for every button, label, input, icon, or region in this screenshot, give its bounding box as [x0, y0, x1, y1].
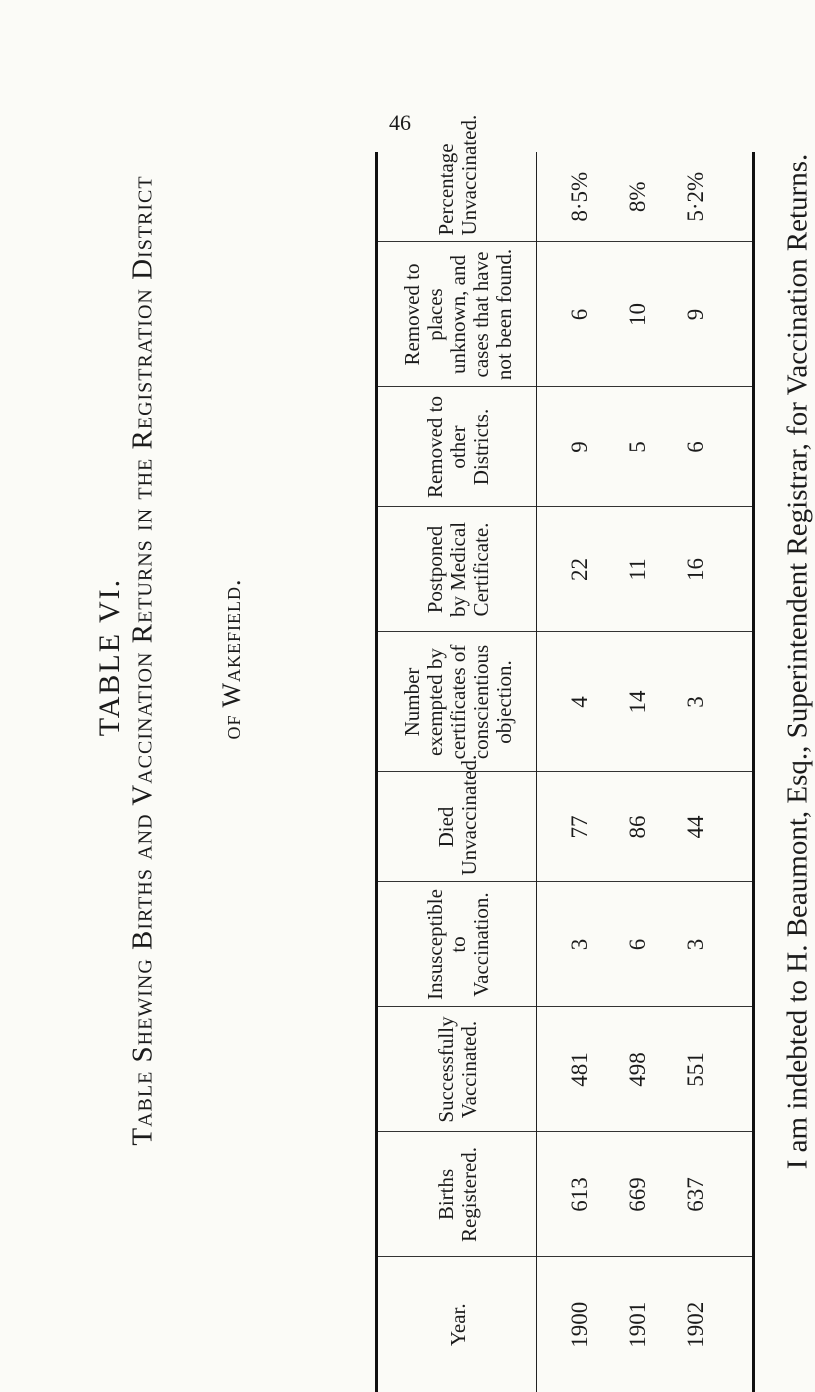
- table-cell: 8·5%: [567, 171, 592, 222]
- footnote: I am indebted to H. Beaumont, Esq., Superintendent Registrar, for Vaccination Returns.: [781, 153, 814, 1170]
- col-percentage-header: Percentage Unvaccinated.: [377, 152, 537, 242]
- col-removed-districts-header: Removed to other Districts.: [377, 387, 537, 507]
- col-insusceptible-header: Insusceptible to Vaccination.: [377, 882, 537, 1007]
- col-removed-districts-values: [537, 387, 754, 507]
- table-cell: 1901: [625, 1301, 650, 1348]
- table-body: [537, 152, 754, 1392]
- table-cell: 9: [683, 308, 708, 321]
- col-removed-unknown-values: [537, 242, 754, 387]
- table-cell: 77: [567, 815, 592, 839]
- page-number: 46: [389, 110, 411, 135]
- table-cell: 11: [625, 558, 650, 581]
- col-percentage-values: [537, 152, 754, 242]
- table-cell: 9: [567, 441, 592, 453]
- col-died-values: [537, 772, 754, 882]
- table-cell: 551: [683, 1052, 708, 1087]
- table-cell: 3: [567, 938, 592, 951]
- table-cell: 1902: [683, 1301, 708, 1348]
- table-cell: 3: [683, 938, 708, 951]
- col-postponed-header: Postponed by Medical Certificate.: [377, 507, 537, 632]
- table-cell: 613: [567, 1177, 592, 1212]
- col-year-values: [537, 1257, 754, 1392]
- table-cell: 481: [567, 1052, 592, 1087]
- table-cell: 5·2%: [683, 171, 708, 222]
- col-vaccinated-header: Successfully Vaccinated.: [377, 1007, 537, 1132]
- table-cell: 637: [683, 1177, 708, 1212]
- col-postponed-values: [537, 507, 754, 632]
- table-cell: 498: [625, 1052, 650, 1087]
- table-cell: 1900: [567, 1301, 592, 1348]
- table-cell: 10: [625, 303, 650, 326]
- table-cell: 6: [625, 938, 650, 951]
- table-title: Table Shewing Births and Vaccination Returns in the Registration District: [126, 175, 159, 1146]
- table-cell: 5: [625, 441, 650, 453]
- col-births-header: Births Registered.: [377, 1132, 537, 1257]
- table-cell: 6: [567, 308, 592, 321]
- table-cell: 86: [625, 815, 650, 839]
- table-cell: 16: [683, 558, 708, 581]
- table-cell: 6: [683, 441, 708, 453]
- col-vaccinated-values: [537, 1007, 754, 1132]
- table-cell: 22: [567, 558, 592, 581]
- table-cell: 44: [683, 815, 708, 839]
- col-exempted-header: Number exempted by certificates of conscientious objection.: [377, 632, 537, 772]
- table-title-district: of Wakefield.: [217, 578, 246, 740]
- col-died-header: Died Unvaccinated.: [377, 772, 537, 882]
- table-label: TABLE VI.: [93, 577, 126, 737]
- col-removed-unknown-header: Removed to places unknown, and cases that have not been found.: [377, 242, 537, 387]
- col-year-header: Year.: [377, 1257, 537, 1392]
- table-cell: 14: [625, 690, 650, 714]
- header-row: [377, 152, 537, 1392]
- table-cell: 4: [567, 696, 592, 708]
- table-cell: 669: [625, 1177, 650, 1212]
- col-exempted-values: [537, 632, 754, 772]
- col-insusceptible-values: [537, 882, 754, 1007]
- table-cell: 3: [683, 696, 708, 708]
- col-births-values: [537, 1132, 754, 1257]
- table-cell: 8%: [625, 181, 650, 213]
